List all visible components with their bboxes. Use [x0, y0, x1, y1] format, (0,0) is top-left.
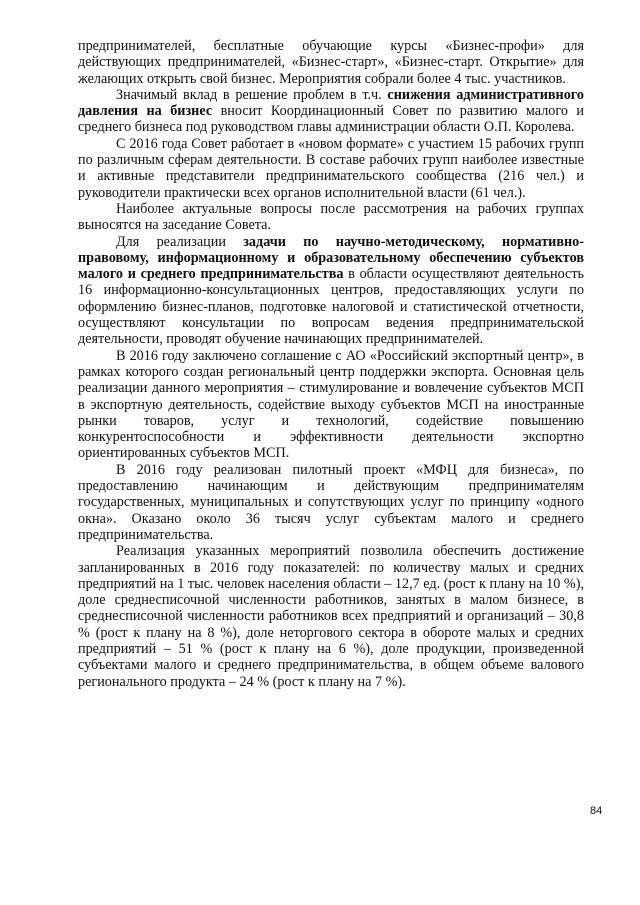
paragraph-p5: [78, 234, 584, 348]
paragraph-text: предпринимателей, бесплатные обучающие курсы «Бизнес-профи» для действующих предпринимателей, «Бизнес-старт», «Бизнес-старт. Открытие» для желающих открыть свой бизнес. Мероприятия собрали более 4 тыс. участников.: [78, 38, 584, 87]
paragraph-text: Значимый вклад в решение проблем в т.ч.: [116, 86, 388, 103]
page-number: 84: [590, 805, 603, 817]
paragraph-text: В 2016 году реализован пилотный проект «МФЦ для бизнеса», по предоставлению начинающим и действующим предпринимателям государственных, муниципальных и сопутствующих услуг по принципу «одного окна». Оказано около 36 тысяч услуг субъектам малого и среднего предпринимательства.: [78, 461, 584, 543]
paragraph-text: Реализация указанных мероприятий позволила обеспечить достижение запланированных в 2016 году показателей: по количеству малых и средних предприятий на 1 тыс. человек населения области – 12,7 ед. (рост к плану на 10 %), доле среднесписочной численности работников, занятых в малом бизнесе, в среднесписочной численности работников всех предприятий и организаций – 30,8 % (рост к плану на 8 %), доле неторгового сектора в обороте малых и средних предприятий – 51 % (рост к плану на 6 %), доле продукции, произведенной субъектами малого и среднего предпринимательства, в общем объеме валового регионального продукта – 24 % (рост к плану на 7 %).: [78, 543, 584, 690]
bold-text: задачи по научно-методическому, нормативно-правовому, информационному и образовательному обеспечению субъектов малого и среднего предпринимательства: [78, 233, 584, 283]
paragraph-p3: [78, 136, 584, 201]
paragraph-p1: [78, 38, 584, 87]
bold-text: снижения административного давления на бизнес: [78, 86, 584, 120]
paragraph-text: Наиболее актуальные вопросы после рассмотрения на рабочих группах выносятся на заседание Совета.: [78, 200, 584, 234]
paragraph-p2: [78, 87, 584, 136]
paragraph-text: вносит Координационный Совет по развитию малого и среднего бизнеса под руководством главы администрации области О.П. Королева.: [78, 103, 584, 136]
document-body: [78, 38, 584, 690]
paragraph-p4: [78, 201, 584, 234]
paragraph-text: Для реализации: [116, 233, 244, 250]
paragraph-p7: [78, 462, 584, 543]
paragraph-text: С 2016 года Совет работает в «новом формате» с участием 15 рабочих групп по различным сферам деятельности. В составе рабочих групп наиболее известные и активные представители предпринимательского сообщества (216 чел.) и руководители практически всех органов исполнительной власти (61 чел.).: [78, 135, 584, 201]
paragraph-p8: [78, 543, 584, 690]
paragraph-p6: [78, 348, 584, 462]
paragraph-text: в области осуществляют деятельность 16 информационно-консультационных центров, предоставляющих услуги по оформлению бизнес-планов, подготовке налоговой и статистической отчетности, осуществляют консультации по вопросам ведения предпринимательской деятельности, проводят обучение начинающих предпринимателей.: [78, 266, 584, 348]
paragraph-text: В 2016 году заключено соглашение с АО «Российский экспортный центр», в рамках которого создан региональный центр поддержки экспорта. Основная цель реализации данного мероприятия – стимулирование и вовлечение субъектов МСП в экспортную деятельность, содействие выходу субъектов МСП на иностранные рынки товаров, услуг и технологий, содействие повышению конкурентоспособности и эффективности деятельности экспортно ориентированных субъектов МСП.: [78, 347, 584, 462]
